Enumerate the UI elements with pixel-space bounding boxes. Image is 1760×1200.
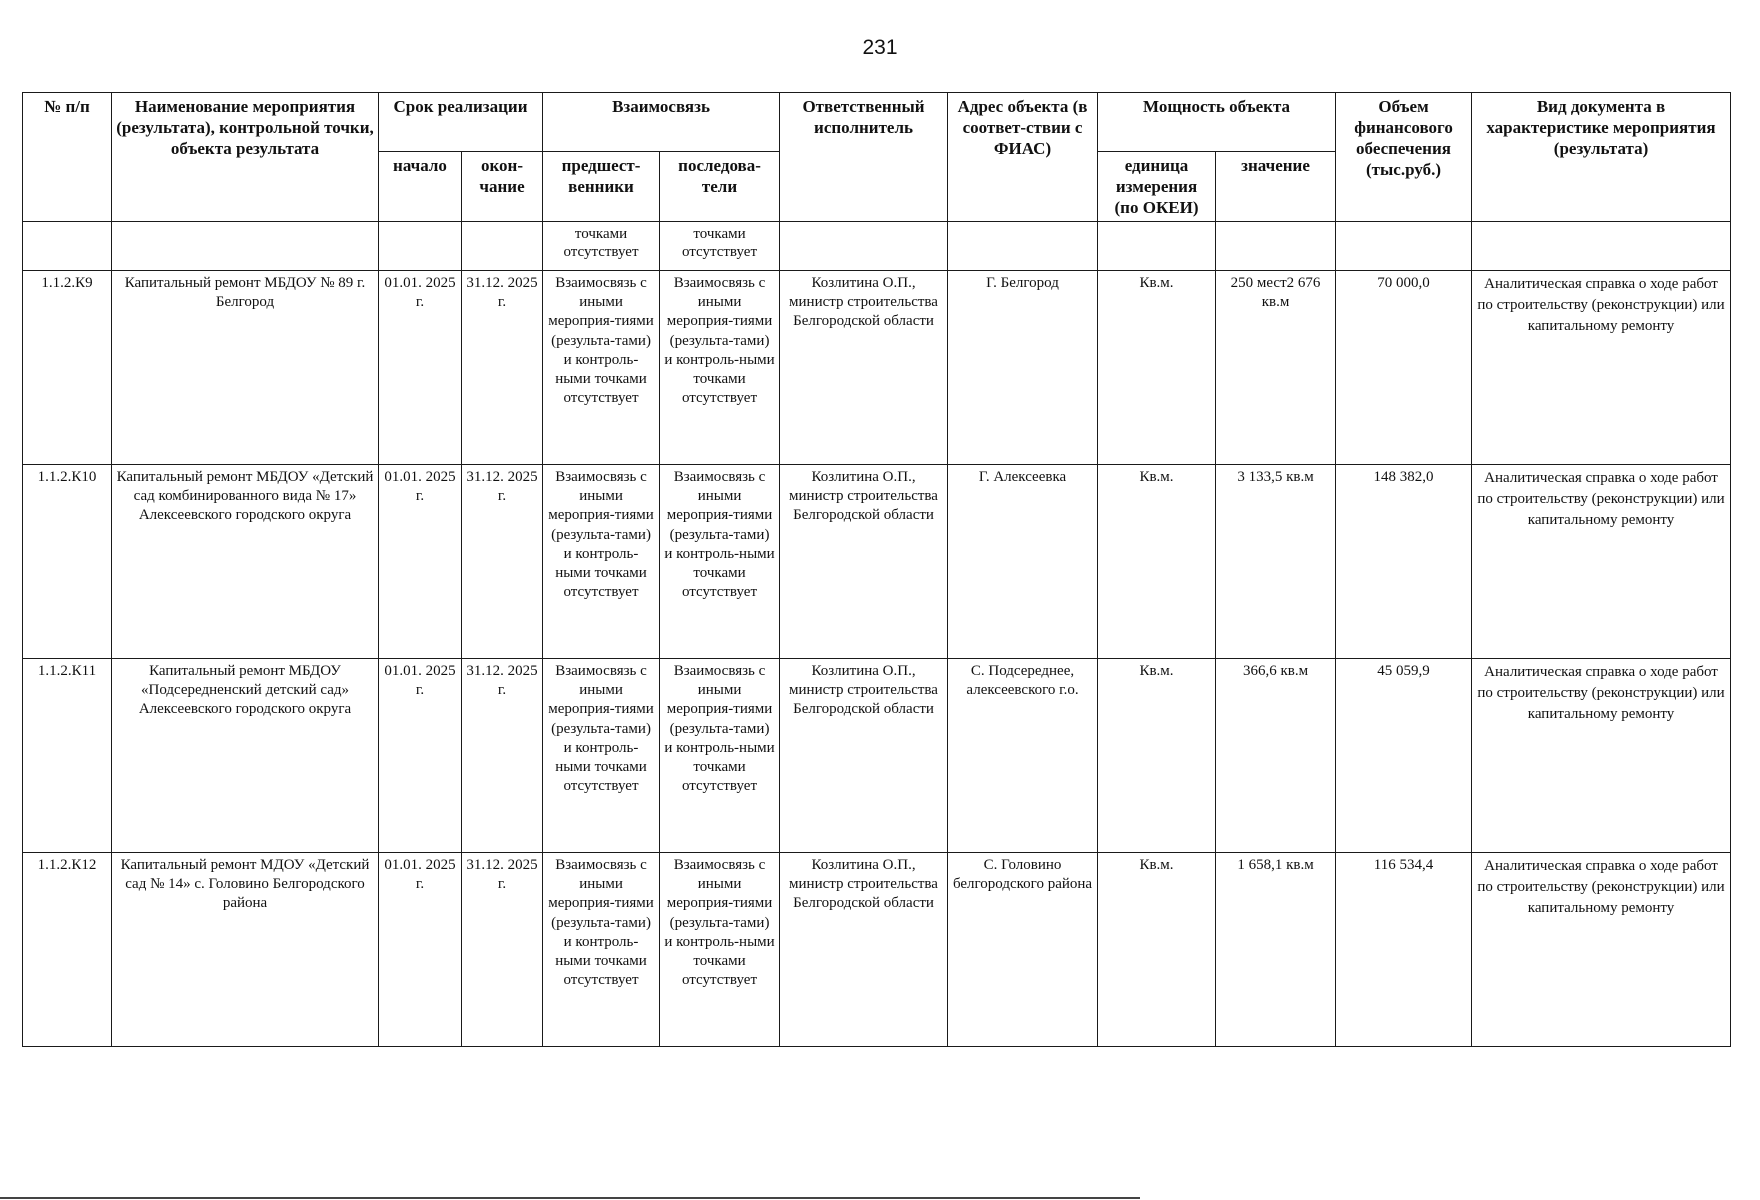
cont-succ: точками отсутствует [660,222,780,271]
row-end: 31.12. 2025 г. [462,465,543,659]
cont-empty [112,222,379,271]
cont-empty [462,222,543,271]
row-responsible: Козлитина О.П., министр строительства Белгородской области [780,271,948,465]
table-row [23,659,1731,853]
row-unit: Кв.м. [1098,271,1216,465]
cont-pred: точками отсутствует [543,222,660,271]
row-finance: 116 534,4 [1336,853,1472,1047]
cont-empty [780,222,948,271]
header-num: № п/п [23,93,112,222]
row-unit: Кв.м. [1098,465,1216,659]
row-succ: Взаимосвязь с иными мероприя-тиями (результа-тами) и контроль-ными точками отсутствует [660,659,780,853]
row-address: Г. Алексеевка [948,465,1098,659]
header-relation-pred: предшест-венники [543,152,660,222]
row-start: 01.01. 2025 г. [379,465,462,659]
cont-empty [1216,222,1336,271]
row-value: 250 мест2 676 кв.м [1216,271,1336,465]
row-succ: Взаимосвязь с иными мероприя-тиями (результа-тами) и контроль-ными точками отсутствует [660,465,780,659]
results-table [22,92,1731,1047]
cont-empty [1472,222,1731,271]
row-succ: Взаимосвязь с иными мероприя-тиями (результа-тами) и контроль-ными точками отсутствует [660,271,780,465]
row-num: 1.1.2.К12 [23,853,112,1047]
page-number: 231 [862,36,898,59]
header-address: Адрес объекта (в соответ-ствии с ФИАС) [948,93,1098,222]
header-relation-succ: последова-тели [660,152,780,222]
row-pred: Взаимосвязь с иными мероприя-тиями (результа-тами) и контроль-ными точками отсутствует [543,271,660,465]
row-start: 01.01. 2025 г. [379,271,462,465]
row-num: 1.1.2.К11 [23,659,112,853]
header-term-end: окон-чание [462,152,543,222]
row-responsible: Козлитина О.П., министр строительства Белгородской области [780,853,948,1047]
row-end: 31.12. 2025 г. [462,659,543,853]
table-row [23,465,1731,659]
header-term: Срок реализации [379,93,543,152]
header-row-1 [23,93,1731,152]
row-name: Капитальный ремонт МБДОУ «Детский сад комбинированного вида № 17» Алексеевского городского округа [112,465,379,659]
cont-empty [379,222,462,271]
row-pred: Взаимосвязь с иными мероприя-тиями (результа-тами) и контроль-ными точками отсутствует [543,659,660,853]
row-end: 31.12. 2025 г. [462,271,543,465]
row-doc: Аналитическая справка о ходе работ по строительству (реконструкции) или капитальному ремонту [1472,465,1731,659]
header-term-start: начало [379,152,462,222]
row-name: Капитальный ремонт МБДОУ «Подсередненский детский сад» Алексеевского городского округа [112,659,379,853]
row-responsible: Козлитина О.П., министр строительства Белгородской области [780,659,948,853]
row-succ: Взаимосвязь с иными мероприя-тиями (результа-тами) и контроль-ными точками отсутствует [660,853,780,1047]
row-value: 366,6 кв.м [1216,659,1336,853]
cont-empty [1336,222,1472,271]
row-responsible: Козлитина О.П., министр строительства Белгородской области [780,465,948,659]
footer-divider [0,1197,1140,1199]
row-value: 1 658,1 кв.м [1216,853,1336,1047]
header-capacity-unit: единица измерения (по ОКЕИ) [1098,152,1216,222]
row-address: Г. Белгород [948,271,1098,465]
row-address: С. Подсереднее, алексеевского г.о. [948,659,1098,853]
header-relation: Взаимосвязь [543,93,780,152]
cont-empty [948,222,1098,271]
cont-empty [1098,222,1216,271]
header-responsible: Ответственный исполнитель [780,93,948,222]
row-finance: 45 059,9 [1336,659,1472,853]
row-address: С. Головино белгородского района [948,853,1098,1047]
row-num: 1.1.2.К9 [23,271,112,465]
row-doc: Аналитическая справка о ходе работ по строительству (реконструкции) или капитальному ремонту [1472,659,1731,853]
row-finance: 70 000,0 [1336,271,1472,465]
row-name: Капитальный ремонт МДОУ «Детский сад № 14» с. Головино Белгородского района [112,853,379,1047]
row-doc: Аналитическая справка о ходе работ по строительству (реконструкции) или капитальному ремонту [1472,271,1731,465]
cont-empty [23,222,112,271]
row-start: 01.01. 2025 г. [379,659,462,853]
table-row [23,271,1731,465]
row-name: Капитальный ремонт МБДОУ № 89 г. Белгород [112,271,379,465]
row-unit: Кв.м. [1098,659,1216,853]
row-end: 31.12. 2025 г. [462,853,543,1047]
row-pred: Взаимосвязь с иными мероприя-тиями (результа-тами) и контроль-ными точками отсутствует [543,853,660,1047]
row-doc: Аналитическая справка о ходе работ по строительству (реконструкции) или капитальному ремонту [1472,853,1731,1047]
table-row [23,853,1731,1047]
header-capacity-value: значение [1216,152,1336,222]
row-unit: Кв.м. [1098,853,1216,1047]
row-start: 01.01. 2025 г. [379,853,462,1047]
continuation-row [23,222,1731,271]
row-pred: Взаимосвязь с иными мероприя-тиями (результа-тами) и контроль-ными точками отсутствует [543,465,660,659]
header-name: Наименование мероприятия (результата), контрольной точки, объекта результата [112,93,379,222]
row-finance: 148 382,0 [1336,465,1472,659]
row-num: 1.1.2.К10 [23,465,112,659]
header-finance: Объем финансового обеспечения (тыс.руб.) [1336,93,1472,222]
row-value: 3 133,5 кв.м [1216,465,1336,659]
header-doc-type: Вид документа в характеристике мероприятия (результата) [1472,93,1731,222]
header-capacity: Мощность объекта [1098,93,1336,152]
